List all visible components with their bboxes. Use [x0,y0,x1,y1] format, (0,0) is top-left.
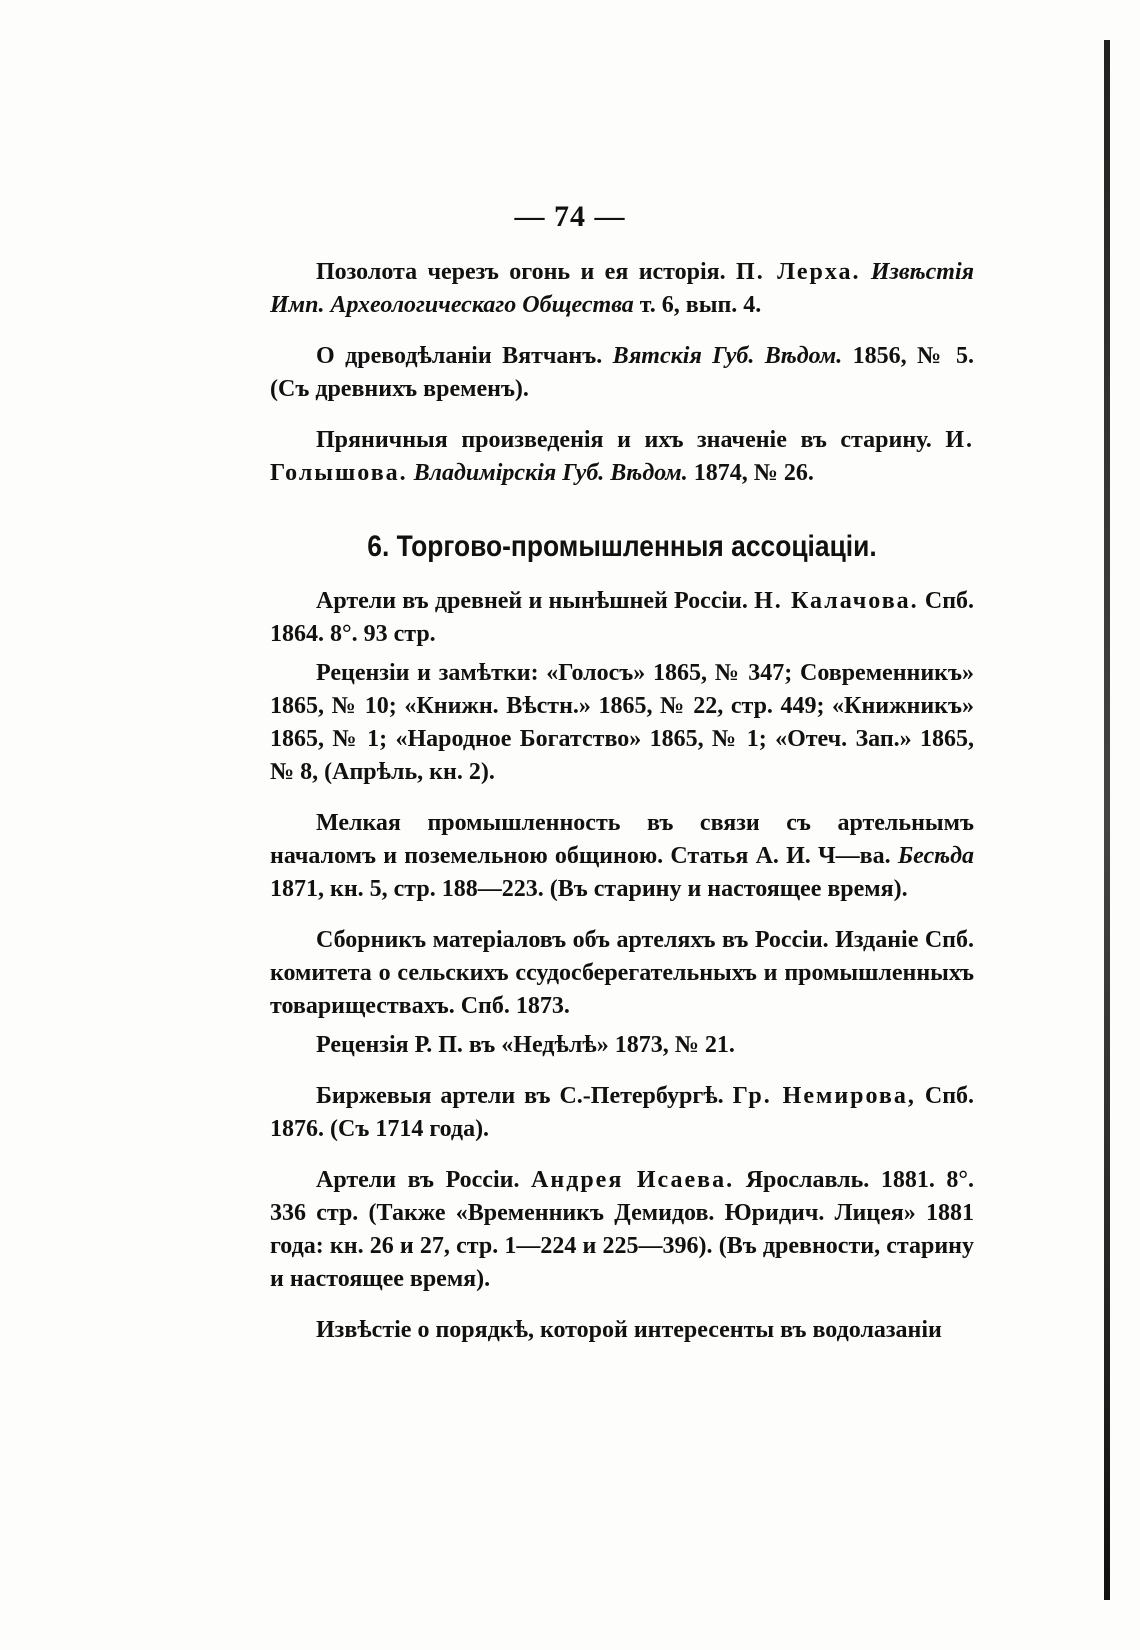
entry-text: Мелкая промышленность въ связи съ артельнымъ началомъ и поземельною общиною. Статья А. И. Ч—ва. [270,810,974,869]
page-content [270,256,974,1365]
entry-source: Извѣстія Имп. Археологическаго Общества [270,259,975,318]
entry-title: О древодѣланіи Вятчанъ. [316,343,603,369]
entry-collection-review: Рецензія Р. П. въ «Недѣлѣ» 1873, № 21. [316,1032,735,1058]
entry-author: И. Голышова. [270,427,975,486]
entry-woodwork [270,340,974,406]
entry-author: Андрея Исаева. [531,1167,735,1193]
entry-author: Н. Калачова. [754,588,919,614]
entry-details: т. 6, вып. 4. [639,292,762,318]
entry-title: Артели въ Россіи. [316,1167,520,1193]
entry-details: Спб. 1864. 8°. 93 стр. [270,588,975,647]
entry-artels-reviews: Рецензіи и замѣтки: «Голосъ» 1865, № 347; Современникъ» 1865, № 10; «Книжн. Вѣстн.» 1865, № 22, стр. 449; «Книжникъ» 1865, № 1; «Народное Богатство» 1865, № 1; «Отеч. Зап.» 1865, № 8, (Апрѣль, кн. 2). [270,660,974,785]
entry-title: Биржевыя артели въ С.-Петербургѣ. [316,1083,724,1109]
entry-details: 1856, № 5. (Съ древнихъ временъ). [270,343,974,402]
entry-gilding [270,256,974,322]
entry-details: 1871, кн. 5, стр. 188—223. (Въ старину и настоящее время). [270,876,908,902]
entry-details: Ярославль. 1881. 8°. 336 стр. (Также «Временникъ Демидов. Юридич. Лицея» 1881 года: кн. 26 и 27, стр. 1—224 и 225—396). (Въ древности, старину и настоящее время). [270,1167,975,1292]
entry-source: Бесѣда [897,843,975,869]
entry-author: П. Лерха. [736,259,861,285]
entry-gingerbread [270,424,974,490]
entry-title: Артели въ древней и нынѣшней Россіи. [316,588,748,614]
entry-author: Гр. Немирова, [732,1083,916,1109]
entry-isaev-artels [270,1164,974,1296]
entry-title: Пряничныя произведенія и ихъ значеніе въ старину. [316,427,932,453]
entry-source: Вятскія Губ. Вѣдом. [612,343,843,369]
entry-details: 1874, № 26. [693,460,814,486]
scan-edge-shadow [1104,40,1110,1600]
entry-diving-notice: Извѣстіе о порядкѣ, которой интересенты въ водолазаніи [316,1317,942,1343]
page-number: — 74 — [514,200,626,233]
entry-small-industry [270,807,974,906]
entry-source: Владимірскія Губ. Вѣдом. [413,460,688,486]
section-heading: 6. Торгово-промышленныя ассоціаціи. [367,530,877,563]
entry-artels [270,585,974,651]
entry-exchange-artels [270,1080,974,1146]
entry-collection: Сборникъ матеріаловъ объ артеляхъ въ Россіи. Изданіе Спб. комитета о сельскихъ ссудосберегательныхъ и промышленныхъ товариществахъ. Спб. 1873. [270,927,974,1019]
entry-details: Спб. 1876. (Съ 1714 года). [270,1083,975,1142]
entry-title: Позолота черезъ огонь и ея исторія. [316,259,726,285]
